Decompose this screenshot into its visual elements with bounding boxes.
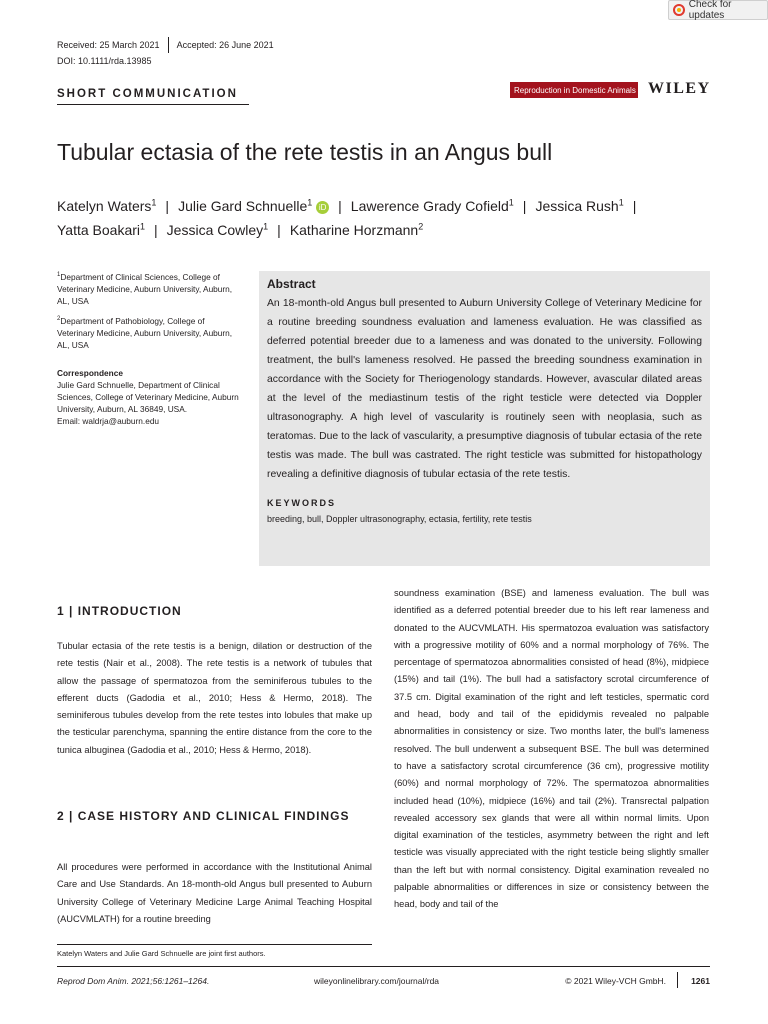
article-dates xyxy=(57,37,274,53)
case-history-continued-text: soundness examination (BSE) and lameness evaluation. The bull was identified as a deferred potential breeder due to his left rear lameness and donated to the AUCVMLATH. His spermatozoa evaluation was satisfactory with a progressive motility of 60% and a normal morphology of 76%. The percentage of spermatozoa abnormalities consisted of head (8%), midpiece (15%) and tail (1%). The bull had a satisfactory scrotal circumference of 37.5 cm. Digital examination of the right and left testicles, spermatic cord and head, body and tail of the epididymis revealed no palpable abnormalities in consistency or size. Two months later, the bull's lameness resolved. The bull underwent a subsequent BSE. The bull was determined to have a satisfactory scrotal circumference (36 cm), progressive motility (60%) and normal morphology of 72%. The spermatozoa abnormalities included head (10%), midpiece (16%) and tail (2%). Transrectal palpation revealed accessory sex glands that were all within normal limits. Upon digital examination of the testicles, asymmetry between the right and left testicle was visually appreciated with the right testicle being slightly smaller than the left but with normal consistency. Digital examination revealed no palpable abnormalities or differences in size or consistency between the head, body and tail of the xyxy=(394,588,709,910)
correspondence xyxy=(57,367,242,427)
page-number: 1261 xyxy=(691,976,710,986)
doi[interactable]: DOI: 10.1111/rda.13985 xyxy=(57,56,152,66)
author-list xyxy=(57,194,717,242)
author[interactable]: Katharine Horzmann$^2$ xyxy=(289,221,424,238)
abstract-box xyxy=(259,271,710,566)
author[interactable]: Lawerence Grady Cofield$^1$ xyxy=(350,197,514,214)
keywords: breeding, bull, Doppler ultrasonography, ectasia, fertility, rete testis xyxy=(267,514,532,524)
footer-rule xyxy=(57,966,710,967)
author[interactable]: Julie Gard Schnuelle$^1$ iD xyxy=(178,198,329,214)
author-separator: | xyxy=(522,198,527,214)
author[interactable]: Jessica Cowley$^1$ xyxy=(166,221,269,238)
correspondence-text: Julie Gard Schnuelle, Department of Clinical Sciences, College of Veterinary Medicine, Auburn University, Auburn, AL 36849, USA. xyxy=(57,380,239,414)
journal-url[interactable]: wileyonlinelibrary.com/journal/rda xyxy=(314,976,440,986)
article-type-rule xyxy=(57,104,249,105)
check-for-updates-button[interactable] xyxy=(668,0,768,20)
footnote: Katelyn Waters and Julie Gard Schnuelle are joint first authors. xyxy=(57,949,266,958)
abstract-text: An 18-month-old Angus bull presented to Auburn University College of Veterinary Medicine for a routine breeding soundness evaluation and lameness evaluation. He was classified as deferred potential breeder due to a lameness and was donated to the university. Following treatment, the bull's lameness resolved. He passed the breeding soundness examination in accordance with the Society for Theriogenology standards. However, avascular dilated areas at the level of the mediastinum testis of the right testicle were detected via Doppler ultrasonography. A high level of vascularity is routinely seen with neoplasia, such as teratomas. Due to the lack of vascularity, a presumptive diagnosis of tubular ectasia of the rete testis was made. The bull was castrated. The right testicle was submitted for histopathology revealing a definitive diagnosis of tubular ectasia of the rete testis. xyxy=(267,298,702,480)
author[interactable]: Yatta Boakari$^1$ xyxy=(57,221,146,238)
article-title: Tubular ectasia of the rete testis in an Angus bull xyxy=(57,139,553,165)
author-separator: | xyxy=(632,198,637,214)
author-separator: | xyxy=(338,198,342,214)
article-type: SHORT COMMUNICATION xyxy=(57,88,238,100)
section-heading-case-history: 2 | CASE HISTORY AND CLINICAL FINDINGS xyxy=(57,809,350,823)
publisher-logo: WILEY xyxy=(648,80,711,97)
author[interactable]: Jessica Rush$^1$ xyxy=(535,197,624,214)
author[interactable]: Katelyn Waters$^1$ xyxy=(57,197,157,214)
citation: Reprod Dom Anim. 2021;56:1261–1264. xyxy=(57,976,210,986)
crossmark-icon xyxy=(673,4,685,16)
check-for-updates-label: Check for updates xyxy=(688,0,732,21)
copyright: © 2021 Wiley-VCH GmbH. xyxy=(565,976,666,986)
orcid-icon[interactable]: iD xyxy=(316,201,329,214)
keywords-heading: KEYWORDS xyxy=(267,498,337,508)
affiliation-2: $^2$Department of Pathobiology, College of Veterinary Medicine, Auburn University, Auburn, AL, USA xyxy=(57,316,233,350)
footer-divider xyxy=(677,972,678,988)
author-separator: | xyxy=(165,198,170,214)
author-separator: | xyxy=(277,222,281,238)
correspondence-heading: Correspondence xyxy=(57,368,123,378)
footnote-rule xyxy=(57,944,372,945)
introduction-text: Tubular ectasia of the rete testis is a benign, dilation or destruction of the rete testis (Nair et al., 2008). The rete testis is a network of tubules that allow the passage of spermatozoa from the seminiferous tubules to the efferent ducts (Gadodia et al., 2010; Hess & Hermo, 2018). The seminiferous tubules develop from the rete testes into lobules that make up the testicular parenchyma, spanning the entire distance from the core to the tunica albuginea (Gadodia et al., 2010; Hess & Hermo, 2018). xyxy=(57,641,372,755)
meta-divider xyxy=(168,37,169,53)
accepted-date: Accepted: 26 June 2021 xyxy=(176,40,274,50)
case-history-text: All procedures were performed in accordance with the Institutional Animal Care and Use Standards. An 18-month-old Angus bull presented to Auburn University College of Veterinary Medicine Large Animal Teaching Hospital (AUCVMLATH) for a routine breeding xyxy=(57,862,372,924)
abstract-heading: Abstract xyxy=(267,277,316,291)
received-date: Received: 25 March 2021 xyxy=(57,40,160,50)
author-separator: | xyxy=(154,222,158,238)
correspondence-email[interactable]: Email: waldrja@auburn.edu xyxy=(57,416,160,426)
journal-logo: Reproduction in Domestic Animals xyxy=(510,82,638,98)
section-heading-introduction: 1 | INTRODUCTION xyxy=(57,604,182,618)
affiliation-1: $^1$Department of Clinical Sciences, College of Veterinary Medicine, Auburn University, Auburn, AL, USA xyxy=(57,272,233,306)
